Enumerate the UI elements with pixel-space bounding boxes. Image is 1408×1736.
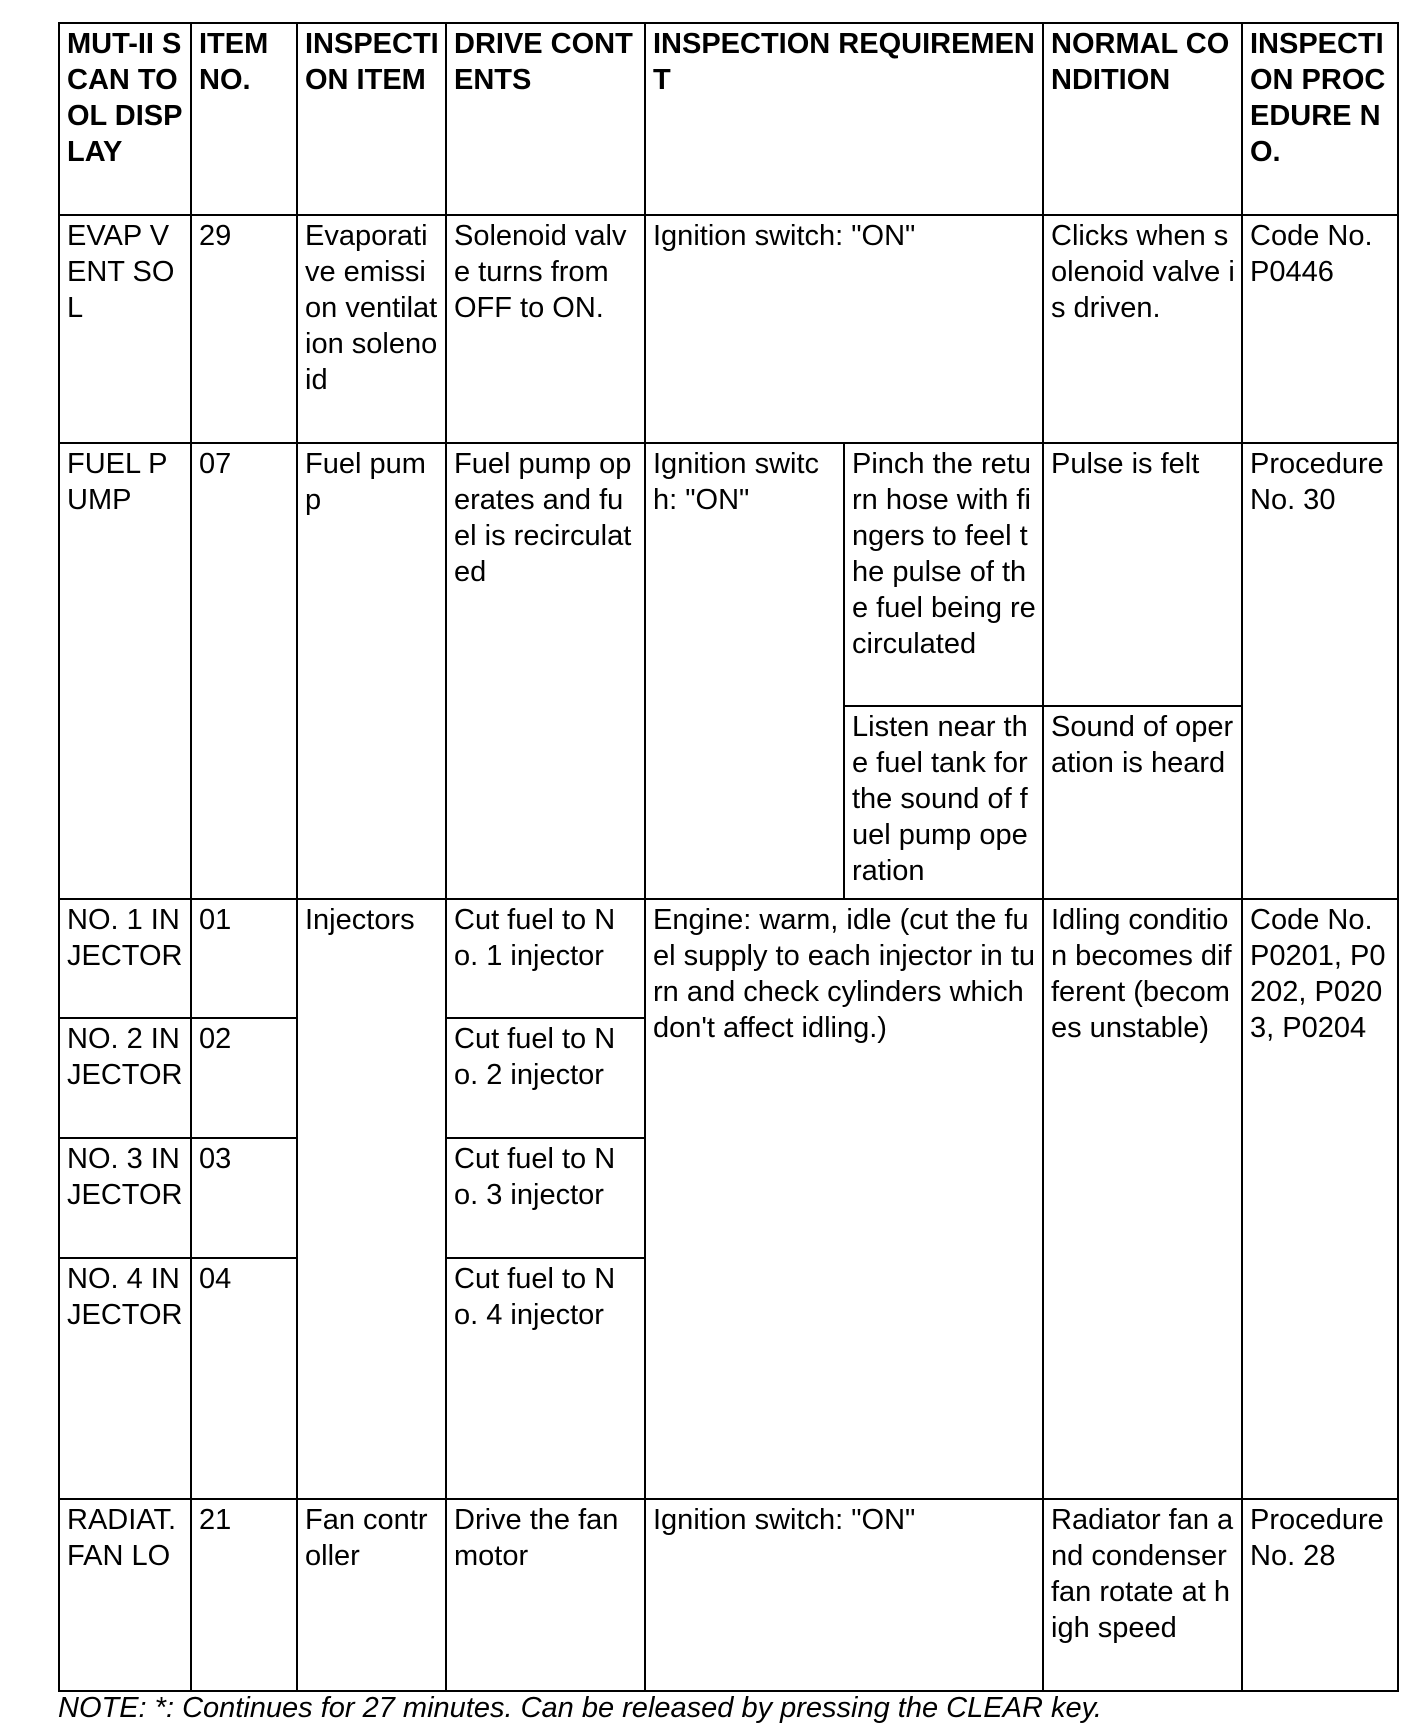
fuel-pump-check-2: Listen near the fuel tank for the sound of fuel pump operation xyxy=(844,706,1043,899)
radiator-fan-display: RADIAT. FAN LO xyxy=(59,1499,191,1691)
table-row-radiator-fan xyxy=(59,1499,1398,1691)
fuel-pump-display: FUEL PUMP xyxy=(59,443,191,899)
fuel-pump-drive: Fuel pump operates and fuel is recirculated xyxy=(446,443,645,899)
injector-4-drive: Cut fuel to No. 4 injector xyxy=(446,1258,645,1499)
header-display: MUT-II SCAN TOOL DISPLAY xyxy=(59,23,191,215)
injector-1-drive: Cut fuel to No. 1 injector xyxy=(446,899,645,1018)
evap-display: EVAP VENT SOL xyxy=(59,215,191,443)
evap-item: Evaporative emission ventilation solenoid xyxy=(297,215,446,443)
injector-3-item-no: 03 xyxy=(191,1138,297,1258)
table-row-injector-1 xyxy=(59,899,1398,1018)
fuel-pump-normal-1: Pulse is felt xyxy=(1043,443,1242,706)
injector-2-drive: Cut fuel to No. 2 injector xyxy=(446,1018,645,1138)
table-row-fuel-pump xyxy=(59,443,1398,706)
injector-2-display: NO. 2 INJECTOR xyxy=(59,1018,191,1138)
evap-procedure: Code No. P0446 xyxy=(1242,215,1398,443)
radiator-fan-normal: Radiator fan and condenser fan rotate at high speed xyxy=(1043,1499,1242,1691)
evap-requirement: Ignition switch: "ON" xyxy=(645,215,1043,443)
fuel-pump-check-1: Pinch the return hose with fingers to feel the pulse of the fuel being recirculated xyxy=(844,443,1043,706)
injectors-normal: Idling condition becomes different (becomes unstable) xyxy=(1043,899,1242,1499)
fuel-pump-normal-2: Sound of operation is heard xyxy=(1043,706,1242,899)
injector-4-display: NO. 4 INJECTOR xyxy=(59,1258,191,1499)
evap-drive: Solenoid valve turns from OFF to ON. xyxy=(446,215,645,443)
injectors-item: Injectors xyxy=(297,899,446,1499)
fuel-pump-requirement: Ignition switch: "ON" xyxy=(645,443,844,899)
injector-3-drive: Cut fuel to No. 3 injector xyxy=(446,1138,645,1258)
radiator-fan-procedure: Procedure No. 28 xyxy=(1242,1499,1398,1691)
evap-normal: Clicks when solenoid valve is driven. xyxy=(1043,215,1242,443)
header-row xyxy=(59,23,1398,215)
injector-1-display: NO. 1 INJECTOR xyxy=(59,899,191,1018)
evap-item-no: 29 xyxy=(191,215,297,443)
radiator-fan-requirement: Ignition switch: "ON" xyxy=(645,1499,1043,1691)
fuel-pump-procedure: Procedure No. 30 xyxy=(1242,443,1398,899)
fuel-pump-item-no: 07 xyxy=(191,443,297,899)
header-procedure-no: INSPECTION PROCEDURE NO. xyxy=(1242,23,1398,215)
fuel-pump-item: Fuel pump xyxy=(297,443,446,899)
injectors-requirement: Engine: warm, idle (cut the fuel supply to each injector in turn and check cylinders which don't affect idling.) xyxy=(645,899,1043,1499)
table-row-evap xyxy=(59,215,1398,443)
actuator-test-table xyxy=(58,22,1399,1692)
injector-1-item-no: 01 xyxy=(191,899,297,1018)
radiator-fan-drive: Drive the fan motor xyxy=(446,1499,645,1691)
injector-4-item-no: 04 xyxy=(191,1258,297,1499)
header-normal-condition: NORMAL CONDITION xyxy=(1043,23,1242,215)
radiator-fan-item-no: 21 xyxy=(191,1499,297,1691)
injectors-procedure: Code No. P0201, P0202, P0203, P0204 xyxy=(1242,899,1398,1499)
injector-3-display: NO. 3 INJECTOR xyxy=(59,1138,191,1258)
radiator-fan-item: Fan controller xyxy=(297,1499,446,1691)
header-drive-contents: DRIVE CONTENTS xyxy=(446,23,645,215)
header-item-no: ITEM NO. xyxy=(191,23,297,215)
footnote: NOTE: *: Continues for 27 minutes. Can be released by pressing the CLEAR key. xyxy=(58,1692,1102,1724)
injector-2-item-no: 02 xyxy=(191,1018,297,1138)
header-inspection-requirement: INSPECTION REQUIREMENT xyxy=(645,23,1043,215)
header-inspection-item: INSPECTION ITEM xyxy=(297,23,446,215)
